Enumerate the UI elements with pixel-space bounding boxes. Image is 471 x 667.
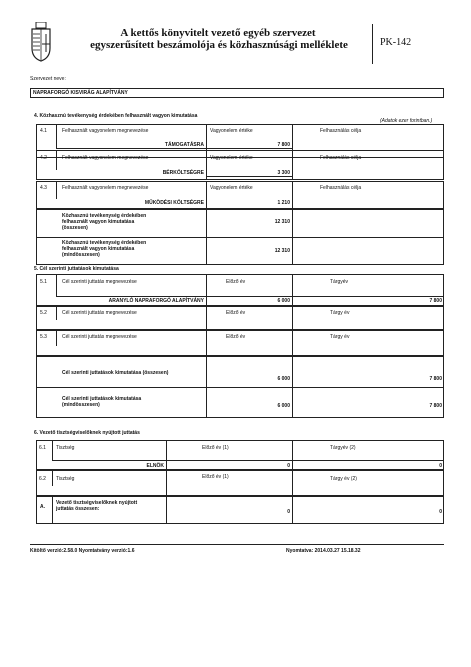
row-num: 6.2 bbox=[39, 476, 46, 482]
col-label: Vagyonelem értéke bbox=[210, 128, 253, 134]
col-label: Felhasznált vagyonelem megnevezése bbox=[62, 128, 149, 134]
form-code: PK-142 bbox=[380, 37, 412, 48]
row-6-2 bbox=[36, 470, 444, 496]
subtotal-label: ARANYLÓ NAPRAFORGÓ ALAPÍTVÁNY bbox=[108, 298, 204, 304]
col-label: Tárgy év (2) bbox=[330, 476, 357, 482]
col-label: Előző év bbox=[226, 279, 246, 285]
col-label: Tárgyév (2) bbox=[330, 445, 356, 451]
sec6-total-num: A. bbox=[40, 504, 45, 510]
sec6-total-curr: 0 bbox=[439, 509, 442, 515]
col-label: Cél szerinti juttatás megnevezése bbox=[62, 279, 137, 285]
col-label: Cél szerinti juttatás megnevezése bbox=[62, 334, 137, 340]
col-label: Vagyonelem értéke bbox=[210, 155, 253, 161]
col-label: Előző év bbox=[226, 310, 246, 316]
row-num: 4.2 bbox=[40, 155, 47, 161]
footer-printed: Nyomtatva: 2014.03.27 15.18.32 bbox=[286, 548, 361, 554]
col-label: Felhasználás célja bbox=[320, 185, 362, 191]
org-name-box bbox=[30, 88, 444, 98]
sec5-total1-label: Cél szerinti juttatások kimutatása (összesen) bbox=[62, 370, 169, 376]
sec4-title: 4. Közhasznú tevékenység érdekében felhasznált vagyon kimutatása bbox=[34, 113, 198, 119]
subtotal-value: 7 800 bbox=[277, 142, 290, 148]
col-label: Előző év bbox=[226, 334, 246, 340]
col-label: Felhasznált vagyonelem megnevezése bbox=[62, 185, 149, 191]
sec4-total1-label: Közhasznú tevékenység érdekében felhasznált vagyon kimutatása (összesen) bbox=[62, 213, 147, 231]
row-num: 5.2 bbox=[40, 310, 47, 316]
sec5-total2-curr: 7 800 bbox=[429, 403, 442, 409]
sec5-total1-prev: 6 000 bbox=[277, 376, 290, 382]
subtotal-label: TÁMOGATÁSRA bbox=[164, 142, 204, 148]
subtotal-label: ELNÖK bbox=[146, 463, 164, 469]
col-label: Előző év (1) bbox=[202, 474, 229, 480]
row-num: 4.3 bbox=[40, 185, 47, 191]
sec6-title: 6. Vezető tisztségviselőknek nyújtott juttatás bbox=[34, 430, 140, 436]
coat-of-arms-icon bbox=[30, 22, 52, 62]
col-label: Tárgyév bbox=[330, 279, 349, 285]
col-label: Tisztség bbox=[56, 445, 75, 451]
prev-value: 0 bbox=[287, 463, 290, 469]
org-label: Szervezet neve: bbox=[30, 76, 66, 82]
footer-rule bbox=[30, 544, 444, 545]
row-num: 5.1 bbox=[40, 279, 47, 285]
subtotal-label: MŰKÖDÉSI KÖLTSÉGRE bbox=[144, 200, 204, 206]
form-title-line2: egyszerűsített beszámolója és közhasznúsági melléklete bbox=[90, 39, 348, 51]
sec6-total-label: Vezető tisztségviselőknek nyújtott juttatás összesen: bbox=[56, 500, 138, 512]
sec5-total2-prev: 6 000 bbox=[277, 403, 290, 409]
col-label: Vagyonelem értéke bbox=[210, 185, 253, 191]
col-label: Felhasználás célja bbox=[320, 155, 362, 161]
row-num: 4.1 bbox=[40, 128, 47, 134]
sec4-total2-value: 12 310 bbox=[274, 248, 290, 254]
row-num: 5.3 bbox=[40, 334, 47, 340]
prev-value: 6 000 bbox=[277, 298, 290, 304]
curr-value: 0 bbox=[439, 463, 442, 469]
sec4-total1-value: 12 310 bbox=[274, 219, 290, 225]
col-label: Cél szerinti juttatás megnevezése bbox=[62, 310, 137, 316]
col-label: Tárgy év bbox=[330, 334, 350, 340]
sec5-title: 5. Cél szerinti juttatások kimutatása bbox=[34, 266, 119, 272]
col-label: Tisztség bbox=[56, 476, 75, 482]
footer-version: Kitöltő verzió:2.58.0 Nyomtatvány verzió:1.6 bbox=[30, 548, 135, 554]
curr-value: 7 800 bbox=[429, 298, 442, 304]
row-num: 6.1 bbox=[39, 445, 46, 451]
col-label: Tárgy év bbox=[330, 310, 350, 316]
col-label: Előző év (1) bbox=[202, 445, 229, 451]
org-name: NAPRAFORGÓ KISVIRÁG ALAPÍTVÁNY bbox=[33, 90, 128, 96]
header-divider bbox=[372, 24, 373, 64]
subtotal-value: 1 210 bbox=[277, 200, 290, 206]
subtotal-value: 3 300 bbox=[277, 170, 290, 176]
subtotal-label: BÉRKÖLTSÉGRE bbox=[162, 170, 204, 176]
sec4-note: (Adatok ezer forintban.) bbox=[380, 118, 433, 124]
col-label: Felhasznált vagyonelem megnevezése bbox=[62, 155, 149, 161]
sec5-total2-label: Cél szerinti juttatások kimutatása (mindösszesen) bbox=[62, 396, 142, 408]
col-label: Felhasználás célja bbox=[320, 128, 362, 134]
sec5-total1-curr: 7 800 bbox=[429, 376, 442, 382]
sec4-total2-label: Közhasznú tevékenység érdekében felhasznált vagyon kimutatása (mindösszesen) bbox=[62, 240, 147, 258]
sec6-total-prev: 0 bbox=[287, 509, 290, 515]
form-title-line1: A kettős könyvitelt vezető egyéb szervezet bbox=[120, 27, 316, 39]
